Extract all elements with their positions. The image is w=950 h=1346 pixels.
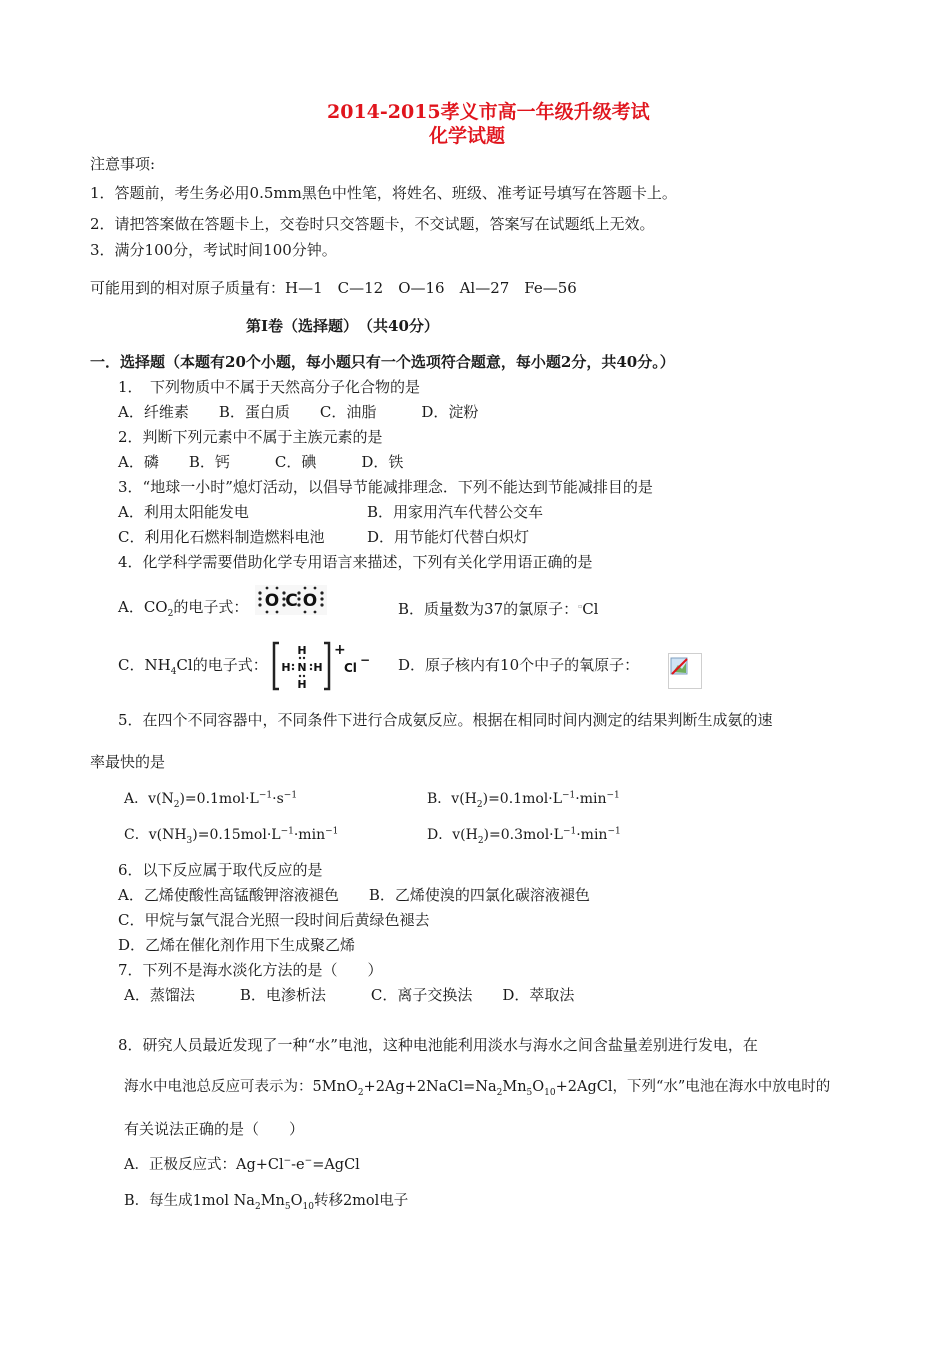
svg-text:H: H bbox=[297, 644, 307, 657]
svg-text:O: O bbox=[264, 591, 280, 611]
question-6-stem: 6．以下反应属于取代反应的是 bbox=[118, 861, 323, 879]
question-6-options-ab: A．乙烯使酸性高锰酸钾溶液褪色 B．乙烯使溴的四氯化碳溶液褪色 bbox=[118, 886, 590, 904]
question-4-option-d: D．原子核内有10个中子的氧原子： bbox=[398, 656, 640, 674]
question-8-line2: 海水中电池总反应可表示为：$5MnO_2+2Ag+2NaCl=Na_2Mn_5O_{10}+2AgCl$，下列“水”电池在海水中放电时的 bbox=[124, 1079, 831, 1098]
question-5-option-b: B．$v(H_2)=0.1mol\cdot L^{-1}\cdot\min^{-1}$ bbox=[427, 790, 620, 810]
question-7-stem: 7．下列不是海水淡化方法的是（ ） bbox=[118, 961, 383, 979]
exam-title-line1: 2014-2015孝义市高一年级升级考试 bbox=[327, 101, 650, 123]
svg-text:Cl: Cl bbox=[344, 661, 357, 675]
question-4-stem: 4．化学科学需要借助化学专用语言来描述，下列有关化学用语正确的是 bbox=[118, 553, 593, 571]
question-4-option-b: B．质量数为37的氯原子：▫Cl bbox=[398, 600, 599, 618]
exam-title-line2: 化学试题 bbox=[429, 125, 506, 147]
question-5-option-a: A．$v(N_2)=0.1mol\cdot L^{-1}\cdot s^{-1}$ bbox=[124, 790, 298, 810]
question-1-options: A．纤维素 B．蛋白质 C．油脂 D．淀粉 bbox=[118, 403, 479, 421]
question-8-line1: 8．研究人员最近发现了一种“水”电池，这种电池能利用淡水与海水之间含盐量差别进行发电，在 bbox=[118, 1036, 758, 1054]
notes-heading: 注意事项: bbox=[90, 155, 156, 173]
svg-text:+: + bbox=[334, 642, 346, 658]
co2-electron-formula bbox=[255, 585, 327, 615]
svg-text:O: O bbox=[302, 591, 318, 611]
question-8-option-a: A．正极反应式：Ag+Cl−-e−=AgCl bbox=[124, 1156, 360, 1173]
question-4-option-c: C．$NH_4Cl$的电子式： bbox=[118, 656, 268, 677]
note-item-1: 1．答题前，考生务必用0.5mm黑色中性笔，将姓名、班级、准考证号填写在答题卡上。 bbox=[90, 184, 677, 202]
question-8-line3: 有关说法正确的是（ ） bbox=[124, 1120, 305, 1138]
question-6-option-c: C．甲烷与氯气混合光照一段时间后黄绿色褪去 bbox=[118, 911, 430, 929]
question-7-options: A．蒸馏法 B．电渗析法 C．离子交换法 D．萃取法 bbox=[124, 986, 575, 1004]
question-5-stem-line2: 率最快的是 bbox=[90, 753, 166, 771]
part-heading: 一．选择题（本题有20个小题，每小题只有一个选项符合题意，每小题2分，共40分。） bbox=[90, 353, 675, 371]
svg-text:−: − bbox=[360, 653, 371, 667]
svg-text:H: H bbox=[313, 661, 323, 674]
svg-text:N: N bbox=[297, 661, 307, 674]
question-1-stem: 1． 下列物质中不属于天然高分子化合物的是 bbox=[118, 378, 421, 396]
note-item-3: 3．满分100分，考试时间100分钟。 bbox=[90, 241, 337, 259]
svg-text:H: H bbox=[281, 661, 291, 674]
atomic-mass-note: 可能用到的相对原子质量有：H—1 C—12 O—16 Al—27 Fe—56 bbox=[90, 279, 577, 297]
nh4cl-electron-formula bbox=[272, 640, 371, 692]
question-3-option-d: D．用节能灯代替白炽灯 bbox=[367, 528, 530, 546]
section-heading: 第Ⅰ卷（选择题） （共40分） bbox=[246, 317, 439, 335]
svg-text:H: H bbox=[297, 678, 307, 691]
question-5-stem-line1: 5．在四个不同容器中，不同条件下进行合成氨反应。根据在相同时间内测定的结果判断生成氨的速 bbox=[118, 711, 773, 729]
question-3-option-a: A．利用太阳能发电 bbox=[118, 503, 249, 521]
question-3-stem: 3．“地球一小时”熄灯活动，以倡导节能减排理念．下列不能达到节能减排目的是 bbox=[118, 478, 653, 496]
question-3-option-b: B．用家用汽车代替公交车 bbox=[367, 503, 544, 521]
question-6-option-d: D．乙烯在催化剂作用下生成聚乙烯 bbox=[118, 936, 356, 954]
question-5-option-c: C．$v(NH_3)=0.15mol\cdot L^{-1}\cdot\min^{-1}$ bbox=[124, 826, 339, 846]
svg-text:C: C bbox=[285, 591, 298, 611]
question-2-stem: 2．判断下列元素中不属于主族元素的是 bbox=[118, 428, 383, 446]
question-2-options: A．磷 B．钙 C．碘 D．铁 bbox=[118, 453, 404, 471]
question-8-option-b: B．每生成1mol $Na_2Mn_5O_{10}$转移2mol电子 bbox=[124, 1193, 409, 1212]
question-4-option-a: A．$CO_2$的电子式： bbox=[118, 598, 249, 619]
question-5-option-d: D．$v(H_2)=0.3mol\cdot L^{-1}\cdot\min^{-1}$ bbox=[427, 826, 621, 846]
note-item-2: 2．请把答案做在答题卡上，交卷时只交答题卡，不交试题，答案写在试题纸上无效。 bbox=[90, 215, 655, 233]
question-3-option-c: C．利用化石燃料制造燃料电池 bbox=[118, 528, 325, 546]
broken-image-icon bbox=[668, 653, 702, 689]
